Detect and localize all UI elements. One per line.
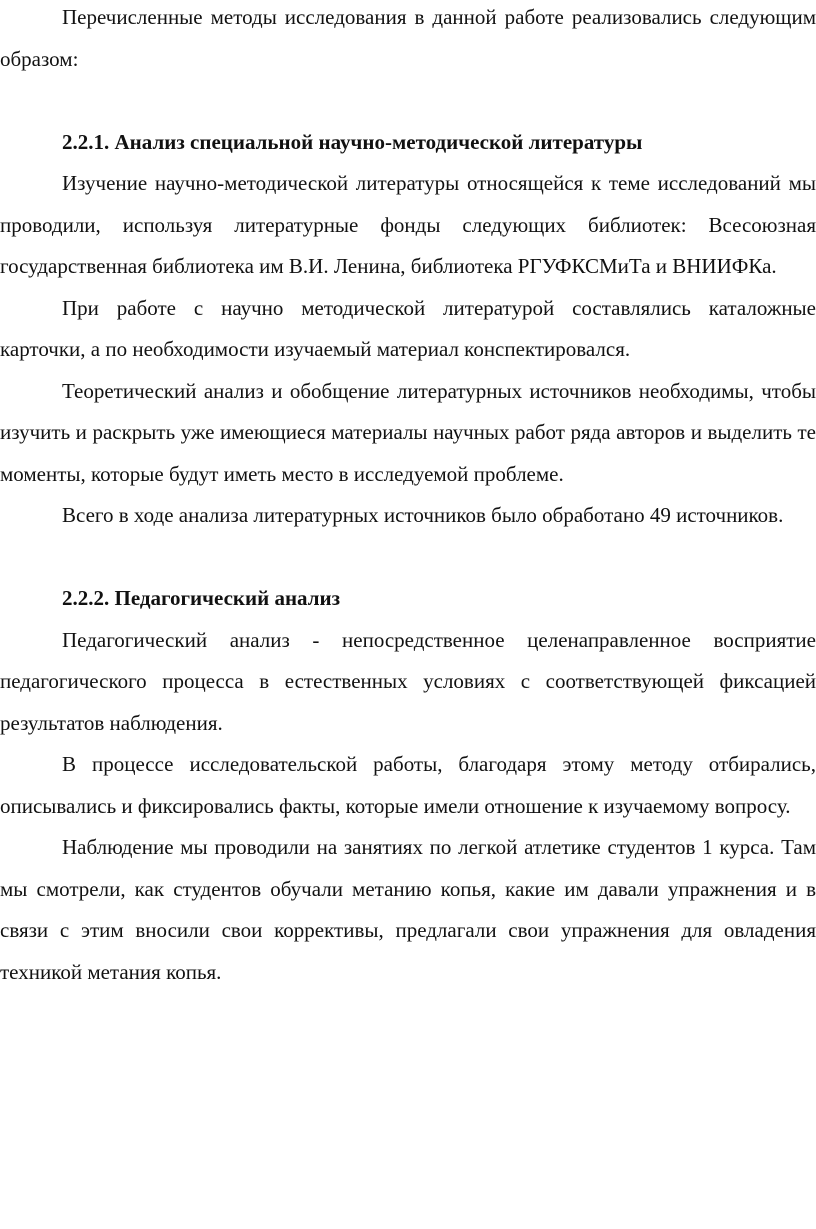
paragraph: Изучение научно-методической литературы относящейся к теме исследований мы проводили, используя литературные фонды следующих библиотек: Всесоюзная государственная библиотека им В.И. Ленина, библиотека РГУФКСМиТа и ВНИИФКа. <box>0 171 816 278</box>
paragraph: Теоретический анализ и обобщение литературных источников необходимы, чтобы изучить и раскрыть уже имеющиеся материалы научных работ ряда авторов и выделить те моменты, которые будут иметь место в исследуемой проблеме. <box>0 378 816 486</box>
paragraph: Педагогический анализ - непосредственное целенаправленное восприятие педагогического процесса в естественных условиях с соответствующей фиксацией результатов наблюдения. <box>0 627 816 735</box>
section-heading-2-2-1: 2.2.1. Анализ специальной научно-методической литературы <box>62 129 643 154</box>
section-heading-2-2-2: 2.2.2. Педагогический анализ <box>62 586 341 610</box>
paragraph: В процессе исследовательской работы, благодаря этому методу отбирались, описывались и фиксировались факты, которые имели отношение к изучаемому вопросу. <box>0 752 816 818</box>
paragraph: Всего в ходе анализа литературных источников было обработано 49 источников. <box>62 503 784 527</box>
intro-paragraph: Перечисленные методы исследования в данной работе реализовались следующим образом: <box>0 5 816 71</box>
paragraph: При работе с научно методической литературой составлялись каталожные карточки, а по необходимости изучаемый материал конспектировался. <box>0 295 816 361</box>
spacer <box>0 537 816 579</box>
spacer <box>0 80 816 122</box>
paragraph: Наблюдение мы проводили на занятиях по легкой атлетике студентов 1 курса. Там мы смотрели, как студентов обучали метанию копья, какие им давали упражнения и в связи с этим вносили свои коррективы, предлагали свои упражнения для овладения техникой метания копья. <box>0 835 816 984</box>
